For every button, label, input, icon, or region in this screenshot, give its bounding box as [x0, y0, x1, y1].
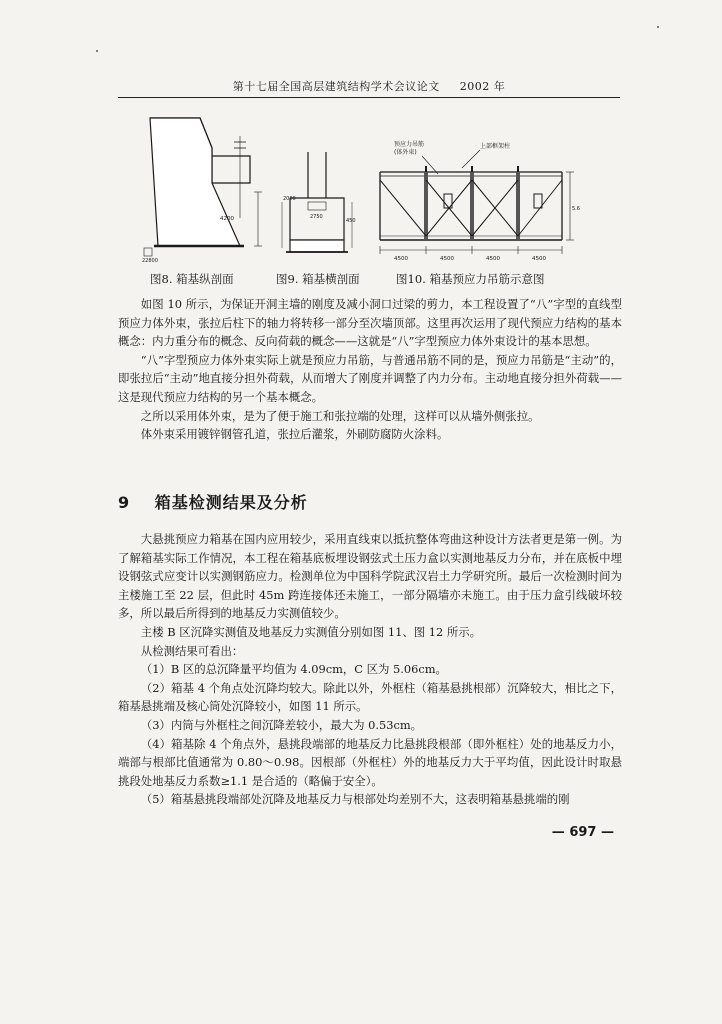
paragraph: （1）B 区的总沉降量平均值为 4.09cm，C 区为 5.06cm。: [140, 662, 447, 677]
figure-9: [280, 148, 365, 260]
figure-8-drawing: [140, 108, 265, 263]
scan-speck: [96, 50, 98, 52]
paragraph: 从检测结果可看出：: [140, 643, 244, 658]
paragraph: 大悬挑预应力箱基在国内应用较少，采用直线束以抵抗整体弯曲这种设计方法者更是第一例。为了解箱基实际工作情况，本工程在箱基底板埋设钢弦式土压力盒以实测地基反力分布，并在底板中埋设钢弦式应变计以实测钢筋应力。检测单位为中国科学院武汉岩土力学研究所。最后一次检测时间为主楼施工至 22 层，但此时 45m 跨连接体还未施工，一部分隔墙亦未施工。由于压力盒引线破坏较多，所以最后所得到的地基反力实测值较少。: [118, 532, 622, 621]
figure-9-drawing: [280, 148, 365, 260]
scan-speck: [657, 26, 659, 28]
fig8-caption: 图8. 箱基纵剖面: [150, 272, 234, 286]
fig9-dim-label-1: 2000: [283, 196, 296, 202]
running-header: [118, 78, 620, 94]
section-title: 箱基检测结果及分析: [154, 493, 308, 512]
paragraph: 如图 10 所示，为保证开洞主墙的刚度及减小洞口过梁的剪力，本工程设置了“八”字型的直线型预应力体外束，张拉后柱下的轴力将转移一部分至次墙顶部。这里再次运用了现代预应力结构的基本概念：内力重分布的概念、反向荷载的概念——这就是“八”字型预应力体外束设计的基本思想。: [118, 297, 622, 349]
fig10-dim-3: 4500: [486, 256, 500, 262]
header-rule: [118, 97, 620, 98]
fig9-dim-label-2: 2750: [310, 214, 323, 220]
fig10-dim-2: 4500: [440, 256, 454, 262]
fig10-label-left-sub: (体外束): [394, 149, 417, 156]
header-title: 第十七届全国高层建筑结构学术会议论文: [232, 80, 440, 93]
fig10-caption: 图10. 箱基预应力吊筋示意图: [396, 272, 545, 286]
fig9-dim-label-3: 450: [346, 218, 356, 224]
fig10-label-left: 预应力吊筋: [394, 141, 425, 148]
body-text-bottom: [118, 530, 622, 809]
paragraph: 体外束采用镀锌钢管孔道，张拉后灌浆，外刷防腐防火涂料。: [140, 427, 449, 442]
figure-8: [140, 108, 265, 263]
fig10-height-dim: 5.6: [572, 206, 580, 212]
fig10-dim-1: 4500: [394, 256, 408, 262]
fig8-dim-label: 4200: [220, 216, 234, 222]
figure-10-drawing: [372, 136, 580, 264]
figure-row: [140, 108, 600, 266]
fig10-label-right: 上部框架柱: [480, 143, 511, 150]
figure-10: [372, 136, 580, 264]
body-text-top: [118, 295, 622, 444]
fig8-scale-label: 22800: [142, 258, 158, 263]
paragraph: （2）箱基 4 个角点处沉降均较大。除此以外，外框柱（箱基悬挑根部）沉降较大，相比之下，箱基悬挑端及核心筒处沉降较小，如图 11 所示。: [118, 680, 622, 714]
header-year: 2002 年: [459, 80, 506, 93]
section-heading: [118, 490, 622, 512]
fig10-dim-4: 4500: [532, 256, 546, 262]
figure-captions: [150, 271, 610, 287]
page-number: — 697 —: [551, 825, 614, 840]
section-number: 9: [118, 493, 131, 512]
paragraph: “八”字型预应力体外束实际上就是预应力吊筋，与普通吊筋不同的是，预应力吊筋是“主动”的，即张拉后“主动”地直接分担外荷载，从而增大了刚度并调整了内力分布。主动地直接分担外荷载——这是现代预应力结构的另一个基本概念。: [118, 352, 622, 404]
paragraph: 主楼 B 区沉降实测值及地基反力实测值分别如图 11、图 12 所示。: [140, 624, 482, 639]
paragraph: （4）箱基除 4 个角点外，悬挑段端部的地基反力比悬挑段根部（即外框柱）处的地基反力小，端部与根部比值通常为 0.80～0.98。因根部（外框柱）外的地基反力大于平均值，因此设计时取悬挑段处地基反力系数≥1.1 是合适的（略偏于安全）。: [118, 736, 622, 788]
paragraph: 之所以采用体外束，是为了便于施工和张拉端的处理，这样可以从墙外侧张拉。: [140, 408, 540, 423]
paragraph: （3）内筒与外框柱之间沉降差较小，最大为 0.53cm。: [140, 717, 423, 732]
fig9-caption: 图9. 箱基横剖面: [276, 272, 360, 286]
paragraph: （5）箱基悬挑段端部处沉降及地基反力与根部处均差别不大，这表明箱基悬挑端的刚: [140, 792, 570, 807]
